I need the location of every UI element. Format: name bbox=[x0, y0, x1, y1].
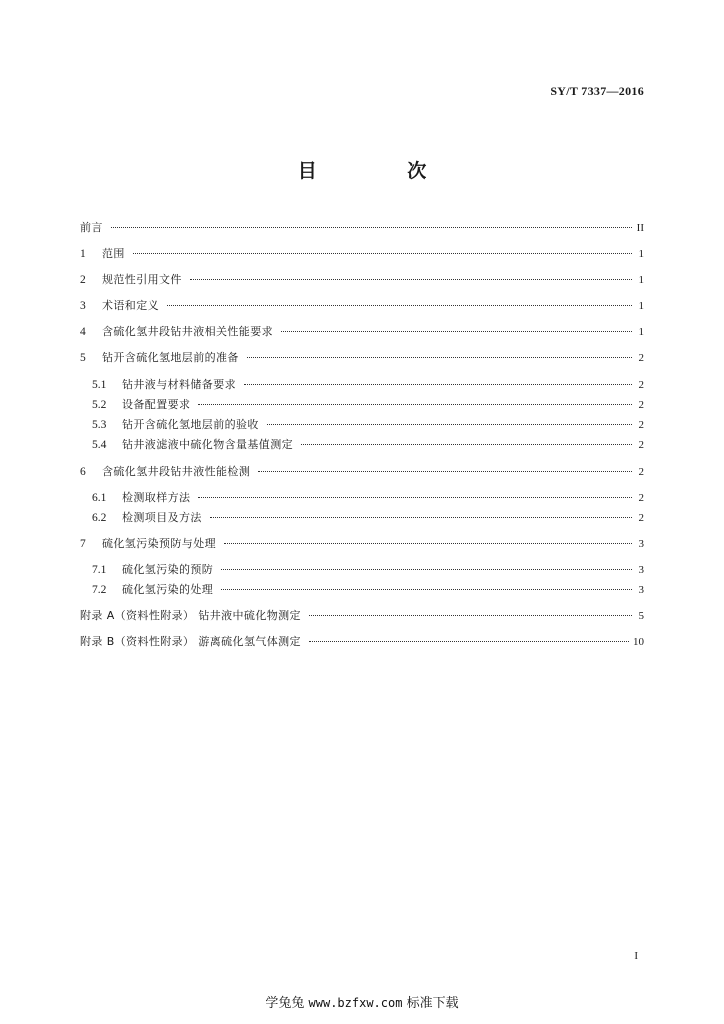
download-footer bbox=[0, 992, 724, 1011]
toc-page: 5 bbox=[638, 610, 644, 622]
toc-page: 2 bbox=[638, 399, 644, 411]
toc-label: 硫化氢污染预防与处理 bbox=[102, 537, 216, 550]
toc-label: 附录 A（资料性附录） 钻井液中硫化物测定 bbox=[80, 609, 301, 622]
toc-number: 5.3 bbox=[92, 419, 107, 431]
toc-number: 7.2 bbox=[92, 584, 107, 596]
footer-site-name: 学兔兔 bbox=[265, 996, 305, 1011]
dot-leader bbox=[221, 588, 632, 590]
dot-leader bbox=[224, 542, 632, 544]
toc-page: 1 bbox=[638, 326, 644, 338]
toc-page: 3 bbox=[638, 584, 644, 596]
toc-number: 1 bbox=[80, 248, 86, 260]
toc-label: 钻井液滤液中硫化物含量基值测定 bbox=[122, 438, 293, 451]
toc-page: II bbox=[636, 222, 644, 234]
toc-entry-6-2[interactable] bbox=[92, 510, 644, 526]
toc-page: 2 bbox=[638, 352, 644, 364]
toc-label: 钻开含硫化氢地层前的验收 bbox=[122, 418, 259, 431]
toc-label: 含硫化氢井段钻井液相关性能要求 bbox=[102, 325, 273, 338]
toc-label: 硫化氢污染的处理 bbox=[122, 583, 214, 596]
page-number: I bbox=[634, 950, 638, 962]
toc-label: 含硫化氢井段钻井液性能检测 bbox=[102, 465, 251, 478]
footer-url[interactable]: www.bzfxw.com bbox=[308, 996, 403, 1010]
standard-number: SY/T 7337—2016 bbox=[550, 84, 644, 98]
toc-label: 设备配置要求 bbox=[122, 398, 191, 411]
dot-leader bbox=[133, 252, 632, 254]
toc-page: 2 bbox=[638, 439, 644, 451]
toc-entry-6[interactable] bbox=[80, 464, 644, 480]
toc-number: 7.1 bbox=[92, 564, 107, 576]
dot-leader bbox=[281, 330, 632, 332]
toc-entry-2[interactable] bbox=[80, 272, 644, 288]
dot-leader bbox=[309, 614, 632, 616]
dot-leader bbox=[167, 304, 632, 306]
toc-number: 6.1 bbox=[92, 492, 107, 504]
toc-entry-5[interactable] bbox=[80, 350, 644, 366]
toc-entry-6-1[interactable] bbox=[92, 490, 644, 506]
toc-page: 1 bbox=[638, 274, 644, 286]
dot-leader bbox=[221, 568, 632, 570]
toc-page: 3 bbox=[638, 564, 644, 576]
toc-label: 检测取样方法 bbox=[122, 491, 191, 504]
toc-page: 2 bbox=[638, 379, 644, 391]
toc-label: 术语和定义 bbox=[102, 299, 159, 312]
toc-entry-5-3[interactable] bbox=[92, 417, 644, 433]
toc-number: 4 bbox=[80, 326, 86, 338]
toc-page: 2 bbox=[638, 492, 644, 504]
toc-label: 规范性引用文件 bbox=[102, 273, 182, 286]
toc-page: 3 bbox=[638, 538, 644, 550]
toc-entry-5-1[interactable] bbox=[92, 377, 644, 393]
toc-label: 前言 bbox=[80, 221, 103, 234]
toc-page: 2 bbox=[638, 419, 644, 431]
dot-leader bbox=[198, 496, 632, 498]
dot-leader bbox=[111, 226, 632, 228]
toc-number: 5.2 bbox=[92, 399, 107, 411]
toc-number: 5.4 bbox=[92, 439, 107, 451]
toc-entry-appendix-b[interactable] bbox=[80, 634, 644, 650]
toc-number: 7 bbox=[80, 538, 86, 550]
toc-entry-3[interactable] bbox=[80, 298, 644, 314]
dot-leader bbox=[247, 356, 632, 358]
toc-label: 范围 bbox=[102, 247, 125, 260]
toc-label: 钻井液与材料储备要求 bbox=[122, 378, 236, 391]
toc-entry-5-4[interactable] bbox=[92, 437, 644, 453]
dot-leader bbox=[244, 383, 632, 385]
toc-page: 1 bbox=[638, 248, 644, 260]
toc-number: 6 bbox=[80, 466, 86, 478]
toc-entry-7-1[interactable] bbox=[92, 562, 644, 578]
toc-label: 附录 B（资料性附录） 游离硫化氢气体测定 bbox=[80, 635, 301, 648]
toc-number: 3 bbox=[80, 300, 86, 312]
dot-leader bbox=[301, 443, 632, 445]
dot-leader bbox=[309, 640, 629, 642]
toc-entry-appendix-a[interactable] bbox=[80, 608, 644, 624]
dot-leader bbox=[198, 403, 632, 405]
dot-leader bbox=[190, 278, 632, 280]
toc-number: 2 bbox=[80, 274, 86, 286]
toc-page: 10 bbox=[633, 636, 644, 648]
toc-entry-4[interactable] bbox=[80, 324, 644, 340]
toc-page: 1 bbox=[638, 300, 644, 312]
toc-number: 5 bbox=[80, 352, 86, 364]
dot-leader bbox=[258, 470, 632, 472]
page-title: 目 次 bbox=[297, 160, 469, 182]
toc-page: 2 bbox=[638, 512, 644, 524]
toc-label: 钻开含硫化氢地层前的准备 bbox=[102, 351, 239, 364]
toc-number: 5.1 bbox=[92, 379, 107, 391]
dot-leader bbox=[210, 516, 632, 518]
toc-page: 2 bbox=[638, 466, 644, 478]
toc-entry-1[interactable] bbox=[80, 246, 644, 262]
toc-label: 检测项目及方法 bbox=[122, 511, 202, 524]
dot-leader bbox=[267, 423, 632, 425]
toc-entry-7[interactable] bbox=[80, 536, 644, 552]
toc-number: 6.2 bbox=[92, 512, 107, 524]
toc-entry-5-2[interactable] bbox=[92, 397, 644, 413]
toc-entry-7-2[interactable] bbox=[92, 582, 644, 598]
toc-label: 硫化氢污染的预防 bbox=[122, 563, 214, 576]
footer-tagline: 标准下载 bbox=[406, 996, 459, 1011]
toc-entry-foreword[interactable] bbox=[80, 220, 644, 236]
